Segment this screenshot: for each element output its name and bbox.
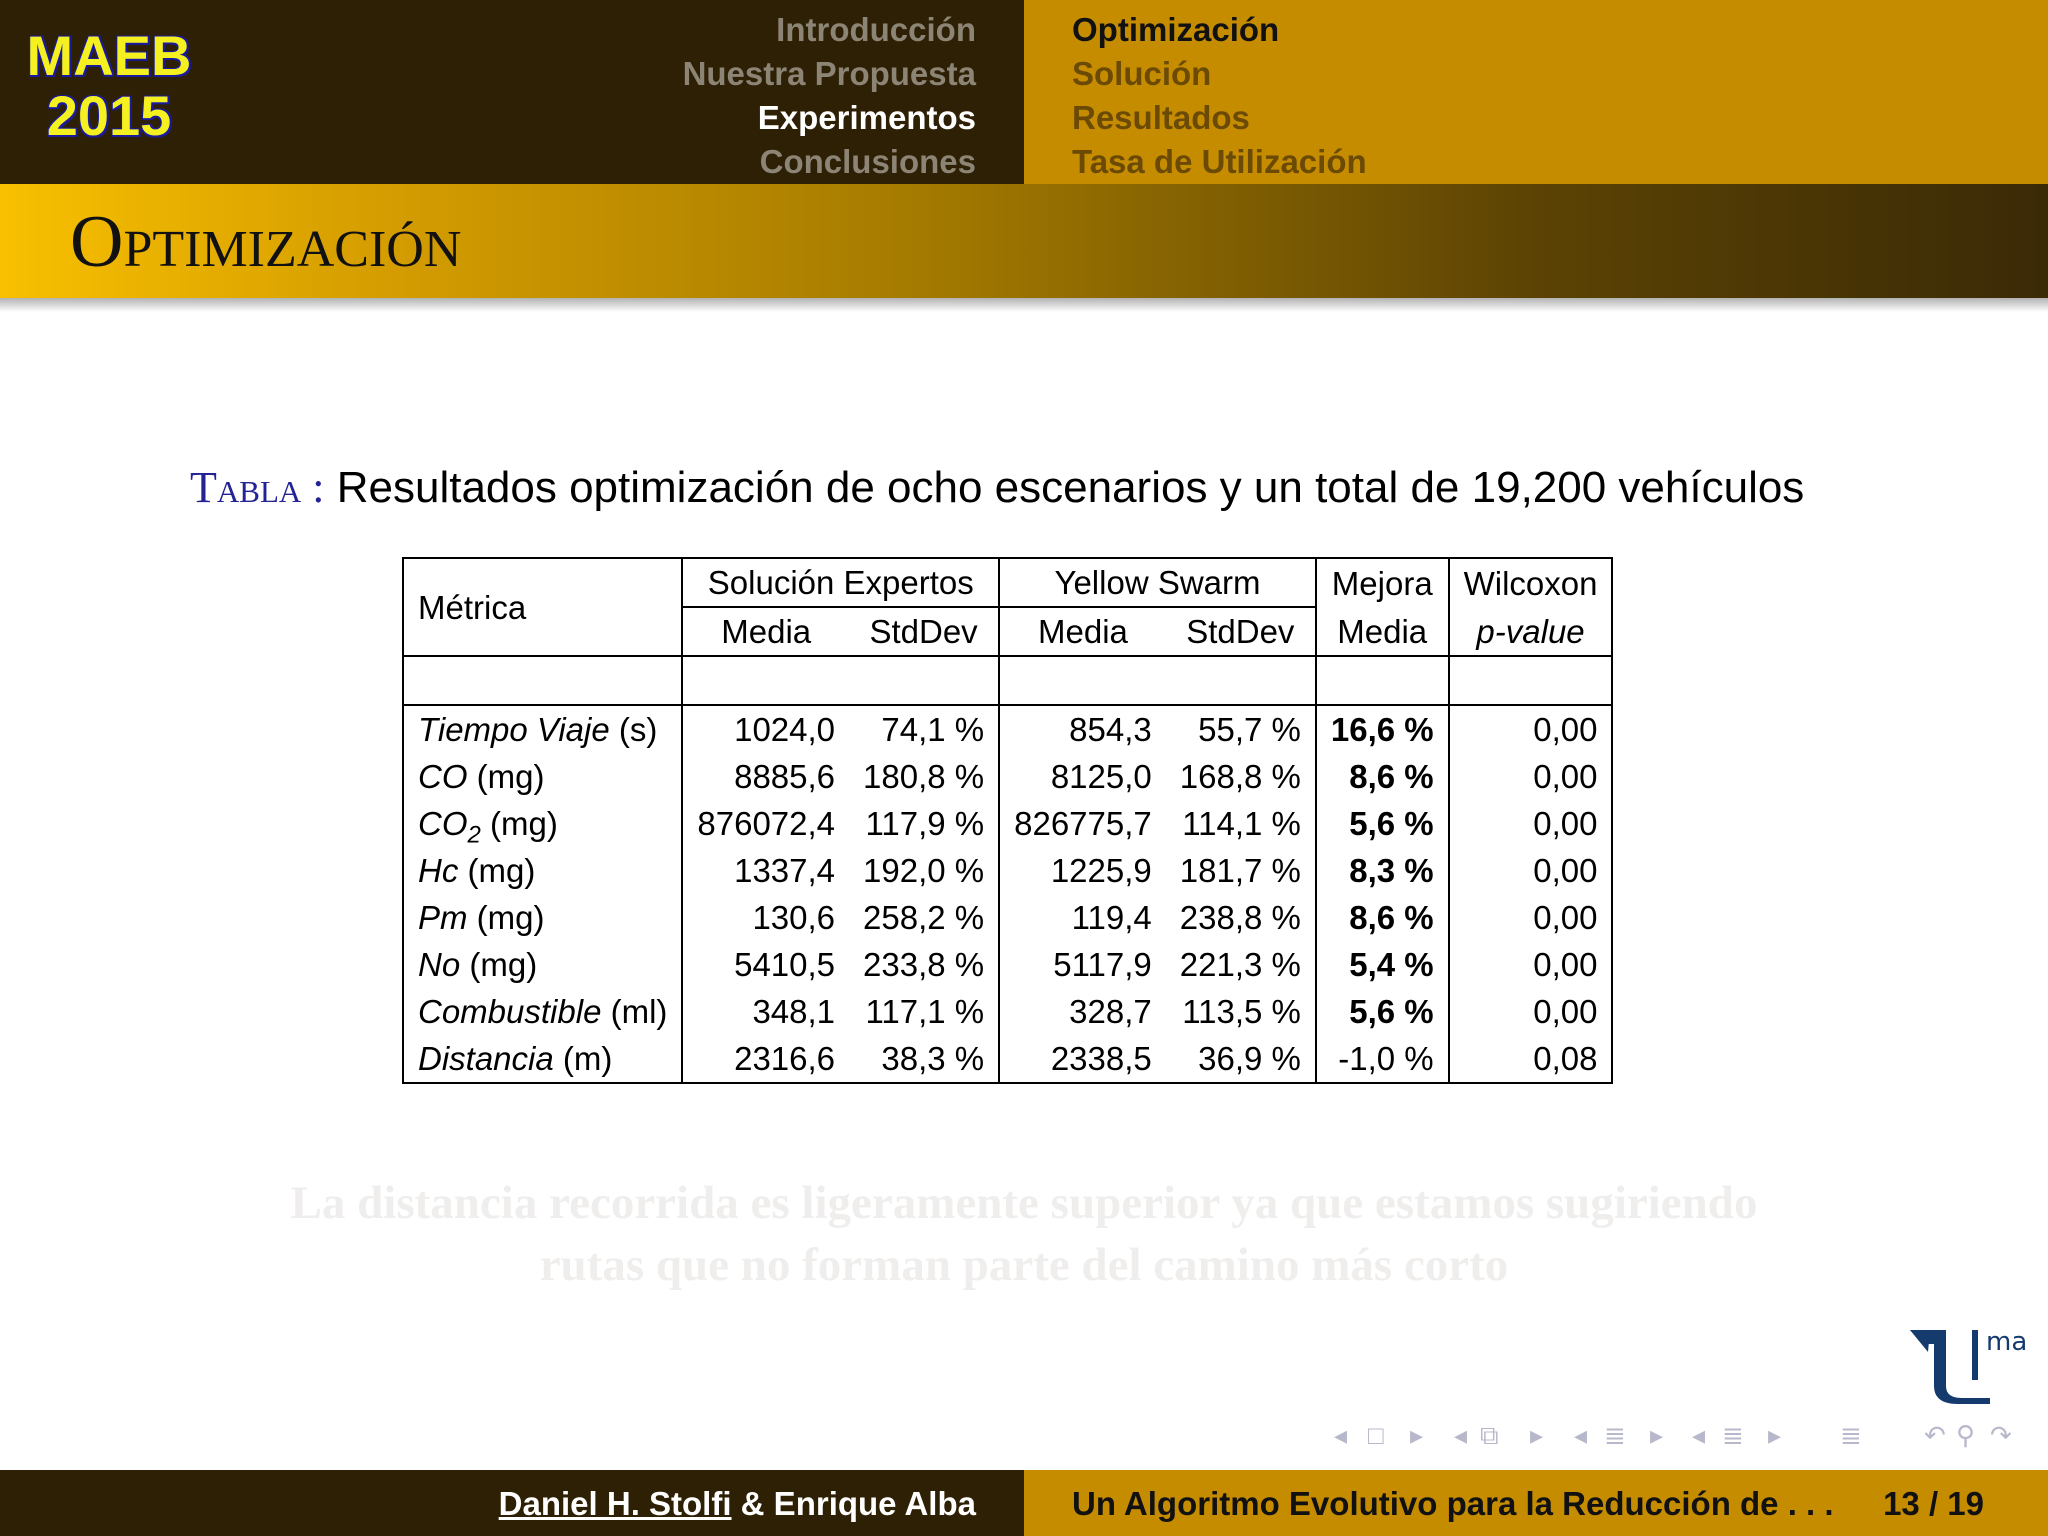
mejora-cell: 5,4 % [1316, 941, 1449, 988]
metric-name: CO [418, 805, 468, 842]
metric-unit: (ml) [601, 993, 668, 1030]
uma-logo [1906, 1322, 2036, 1412]
metric-name-cell [403, 1035, 682, 1083]
experts-stddev-cell: 74,1 % [849, 705, 999, 753]
metric-name-cell [403, 753, 682, 800]
experts-media-cell: 876072,4 [697, 805, 836, 842]
table-row [403, 941, 1612, 988]
metric-unit: (mg) [460, 946, 538, 983]
nav-section-conclusiones[interactable]: Conclusiones [759, 143, 976, 180]
nav-next-section-icon[interactable]: ▸ [1650, 1420, 1664, 1450]
metric-name-cell [403, 941, 682, 988]
title-bar-shadow [0, 298, 2048, 312]
metric-name: No [418, 946, 461, 983]
pvalue-cell: 0,00 [1533, 993, 1598, 1030]
results-table [402, 557, 1613, 1084]
metric-name: Distancia [418, 1040, 554, 1077]
metric-name: Pm [418, 899, 468, 936]
metric-name-cell [403, 894, 682, 941]
header-metrica: Métrica [403, 558, 682, 656]
mejora-cell: 5,6 % [1316, 800, 1449, 847]
table-row [403, 753, 1612, 800]
frame-icon[interactable]: □ [1368, 1420, 1384, 1450]
swarm-stddev-cell: 113,5 % [1166, 988, 1316, 1035]
table-separator [403, 656, 1612, 705]
note-line2: rutas que no forman parte del camino más corto [539, 1239, 1509, 1291]
swarm-stddev-cell: 36,9 % [1166, 1035, 1316, 1083]
swarm-media-cell: 826775,7 [1014, 805, 1152, 842]
nav-section-experimentos[interactable]: Experimentos [757, 99, 976, 136]
swarm-stddev-cell: 55,7 % [1166, 705, 1316, 753]
frame-title: Optimización [70, 201, 462, 283]
experts-media-cell: 1024,0 [734, 711, 836, 748]
swarm-media-cell: 5117,9 [1053, 946, 1152, 983]
metric-name-cell [403, 705, 682, 753]
logo-line2: 2015 [46, 84, 172, 147]
metric-unit: (mg) [467, 758, 545, 795]
table-row [403, 988, 1612, 1035]
pvalue-cell: 0,00 [1533, 805, 1598, 842]
metric-name: Combustible [418, 993, 602, 1030]
section-icon[interactable]: ≣ [1604, 1420, 1626, 1450]
logo-line1: MAEB [26, 24, 192, 87]
nav-prev-subsection-icon[interactable]: ◂ [1454, 1420, 1468, 1450]
header-solucion-expertos: Solución Expertos [682, 558, 999, 607]
uma-logo-text: ma [1986, 1327, 2028, 1357]
pvalue-cell: 0,08 [1533, 1040, 1598, 1077]
experts-stddev-cell: 117,9 % [849, 800, 999, 847]
metric-name: Tiempo Viaje [418, 711, 610, 748]
nav-prev-frame-icon[interactable]: ◂ [1334, 1420, 1348, 1450]
nav-subsection-optimizacion[interactable]: Optimización [1072, 11, 1280, 48]
mejora-cell: -1,0 % [1316, 1035, 1449, 1083]
mejora-cell: 16,6 % [1316, 705, 1449, 753]
nav-section-nuestra-propuesta[interactable]: Nuestra Propuesta [682, 55, 976, 92]
header-pvalue: p-value [1476, 612, 1585, 650]
swarm-stddev-cell: 221,3 % [1166, 941, 1316, 988]
header-swarm-media: Media [1038, 613, 1128, 650]
note-line1: La distancia recorrida es ligeramente superior ya que estamos sugiriendo [290, 1177, 1758, 1229]
metric-name-cell [403, 988, 682, 1035]
mejora-cell: 8,6 % [1316, 894, 1449, 941]
header-mejora: Mejora [1316, 558, 1449, 607]
footer-author1[interactable]: Daniel H. Stolfi [498, 1485, 732, 1522]
pvalue-cell: 0,00 [1533, 899, 1598, 936]
footer-authors [499, 1485, 976, 1523]
experts-media-cell: 8885,6 [734, 758, 836, 795]
nav-subsection-solucion[interactable]: Solución [1072, 55, 1212, 92]
experts-media-cell: 5410,5 [734, 946, 836, 983]
swarm-media-cell: 854,3 [1069, 711, 1152, 748]
results-body [403, 705, 1612, 1083]
mejora-cell: 8,3 % [1316, 847, 1449, 894]
header-yellow-swarm: Yellow Swarm [999, 558, 1316, 607]
nav-prev-document-icon[interactable]: ◂ [1692, 1420, 1706, 1450]
experts-stddev-cell: 180,8 % [849, 753, 999, 800]
experts-stddev-cell: 258,2 % [849, 894, 999, 941]
swarm-media-cell: 119,4 [1071, 899, 1152, 936]
experts-stddev-cell: 233,8 % [849, 941, 999, 988]
header-experts-stddev: StdDev [849, 607, 999, 656]
swarm-stddev-cell: 181,7 % [1166, 847, 1316, 894]
metric-name-cell [403, 800, 682, 847]
nav-next-subsection-icon[interactable]: ▸ [1530, 1420, 1544, 1450]
metric-subscript: 2 [467, 821, 481, 849]
table-row [403, 894, 1612, 941]
experts-media-cell: 2316,6 [734, 1040, 836, 1077]
header-experts-media: Media [721, 613, 812, 650]
nav-next-document-icon[interactable]: ▸ [1768, 1420, 1782, 1450]
nav-section-introduccion[interactable]: Introducción [776, 11, 976, 48]
metric-name-cell [403, 847, 682, 894]
header-wilcoxon: Wilcoxon [1463, 564, 1598, 602]
footer-author-rest: & Enrique Alba [731, 1485, 976, 1522]
pvalue-cell: 0,00 [1533, 946, 1598, 983]
metric-name: Hc [418, 852, 459, 889]
experts-media-cell: 348,1 [752, 993, 836, 1030]
toc-icon[interactable]: ≣ [1840, 1420, 1862, 1450]
metric-unit: (mg) [480, 805, 558, 842]
table-row [403, 705, 1612, 753]
swarm-stddev-cell: 114,1 % [1166, 800, 1316, 847]
pvalue-cell: 0,00 [1533, 711, 1598, 748]
pvalue-cell: 0,00 [1533, 758, 1598, 795]
experts-stddev-cell: 38,3 % [849, 1035, 999, 1083]
nav-subsection-resultados[interactable]: Resultados [1072, 99, 1250, 136]
swarm-media-cell: 1225,9 [1050, 852, 1152, 889]
swarm-media-cell: 8125,0 [1050, 758, 1152, 795]
table-row [403, 1035, 1612, 1083]
metric-unit: (mg) [467, 899, 545, 936]
redo-icon[interactable]: ↷ [1990, 1420, 2012, 1450]
metric-name: CO [418, 758, 468, 795]
caption-label: Tabla : [190, 463, 325, 512]
mejora-cell: 5,6 % [1316, 988, 1449, 1035]
maeb-logo [14, 26, 204, 146]
nav-subsection-tasa-utilizacion[interactable]: Tasa de Utilización [1072, 143, 1367, 180]
experts-media-cell: 130,6 [752, 899, 836, 936]
subsection-nav [1072, 8, 1367, 184]
undo-icon[interactable]: ↶ [1924, 1420, 1946, 1450]
metric-unit: (m) [553, 1040, 613, 1077]
footer-title: Un Algoritmo Evolutivo para la Reducción de . . . [1072, 1485, 1834, 1522]
metric-unit: (mg) [458, 852, 536, 889]
mejora-cell: 8,6 % [1316, 753, 1449, 800]
swarm-stddev-cell: 238,8 % [1166, 894, 1316, 941]
document-icon[interactable]: ≣ [1722, 1420, 1744, 1450]
pvalue-cell: 0,00 [1533, 852, 1598, 889]
table-row [403, 847, 1612, 894]
experts-media-cell: 1337,4 [734, 852, 836, 889]
table-caption [190, 460, 1804, 516]
header-mejora-media: Media [1316, 607, 1449, 656]
swarm-stddev-cell: 168,8 % [1166, 753, 1316, 800]
header-swarm-stddev: StdDev [1166, 607, 1316, 656]
faded-note [0, 1172, 2048, 1296]
swarm-media-cell: 328,7 [1069, 993, 1152, 1030]
metric-unit: (s) [609, 711, 658, 748]
experts-stddev-cell: 117,1 % [849, 988, 999, 1035]
search-icon[interactable]: ⚲ [1956, 1420, 1976, 1450]
section-nav [683, 8, 976, 184]
experts-stddev-cell: 192,0 % [849, 847, 999, 894]
nav-prev-section-icon[interactable]: ◂ [1574, 1420, 1588, 1450]
table-row [403, 800, 1612, 847]
footer-page-number: 13 / 19 [1883, 1485, 1984, 1522]
beamer-navigation [1330, 1420, 2030, 1460]
swarm-media-cell: 2338,5 [1050, 1040, 1152, 1077]
nav-next-frame-icon[interactable]: ▸ [1410, 1420, 1424, 1450]
caption-text: Resultados optimización de ocho escenarios y un total de 19,200 vehículos [336, 463, 1805, 512]
subsection-icon[interactable]: ⧉ [1480, 1420, 1499, 1450]
